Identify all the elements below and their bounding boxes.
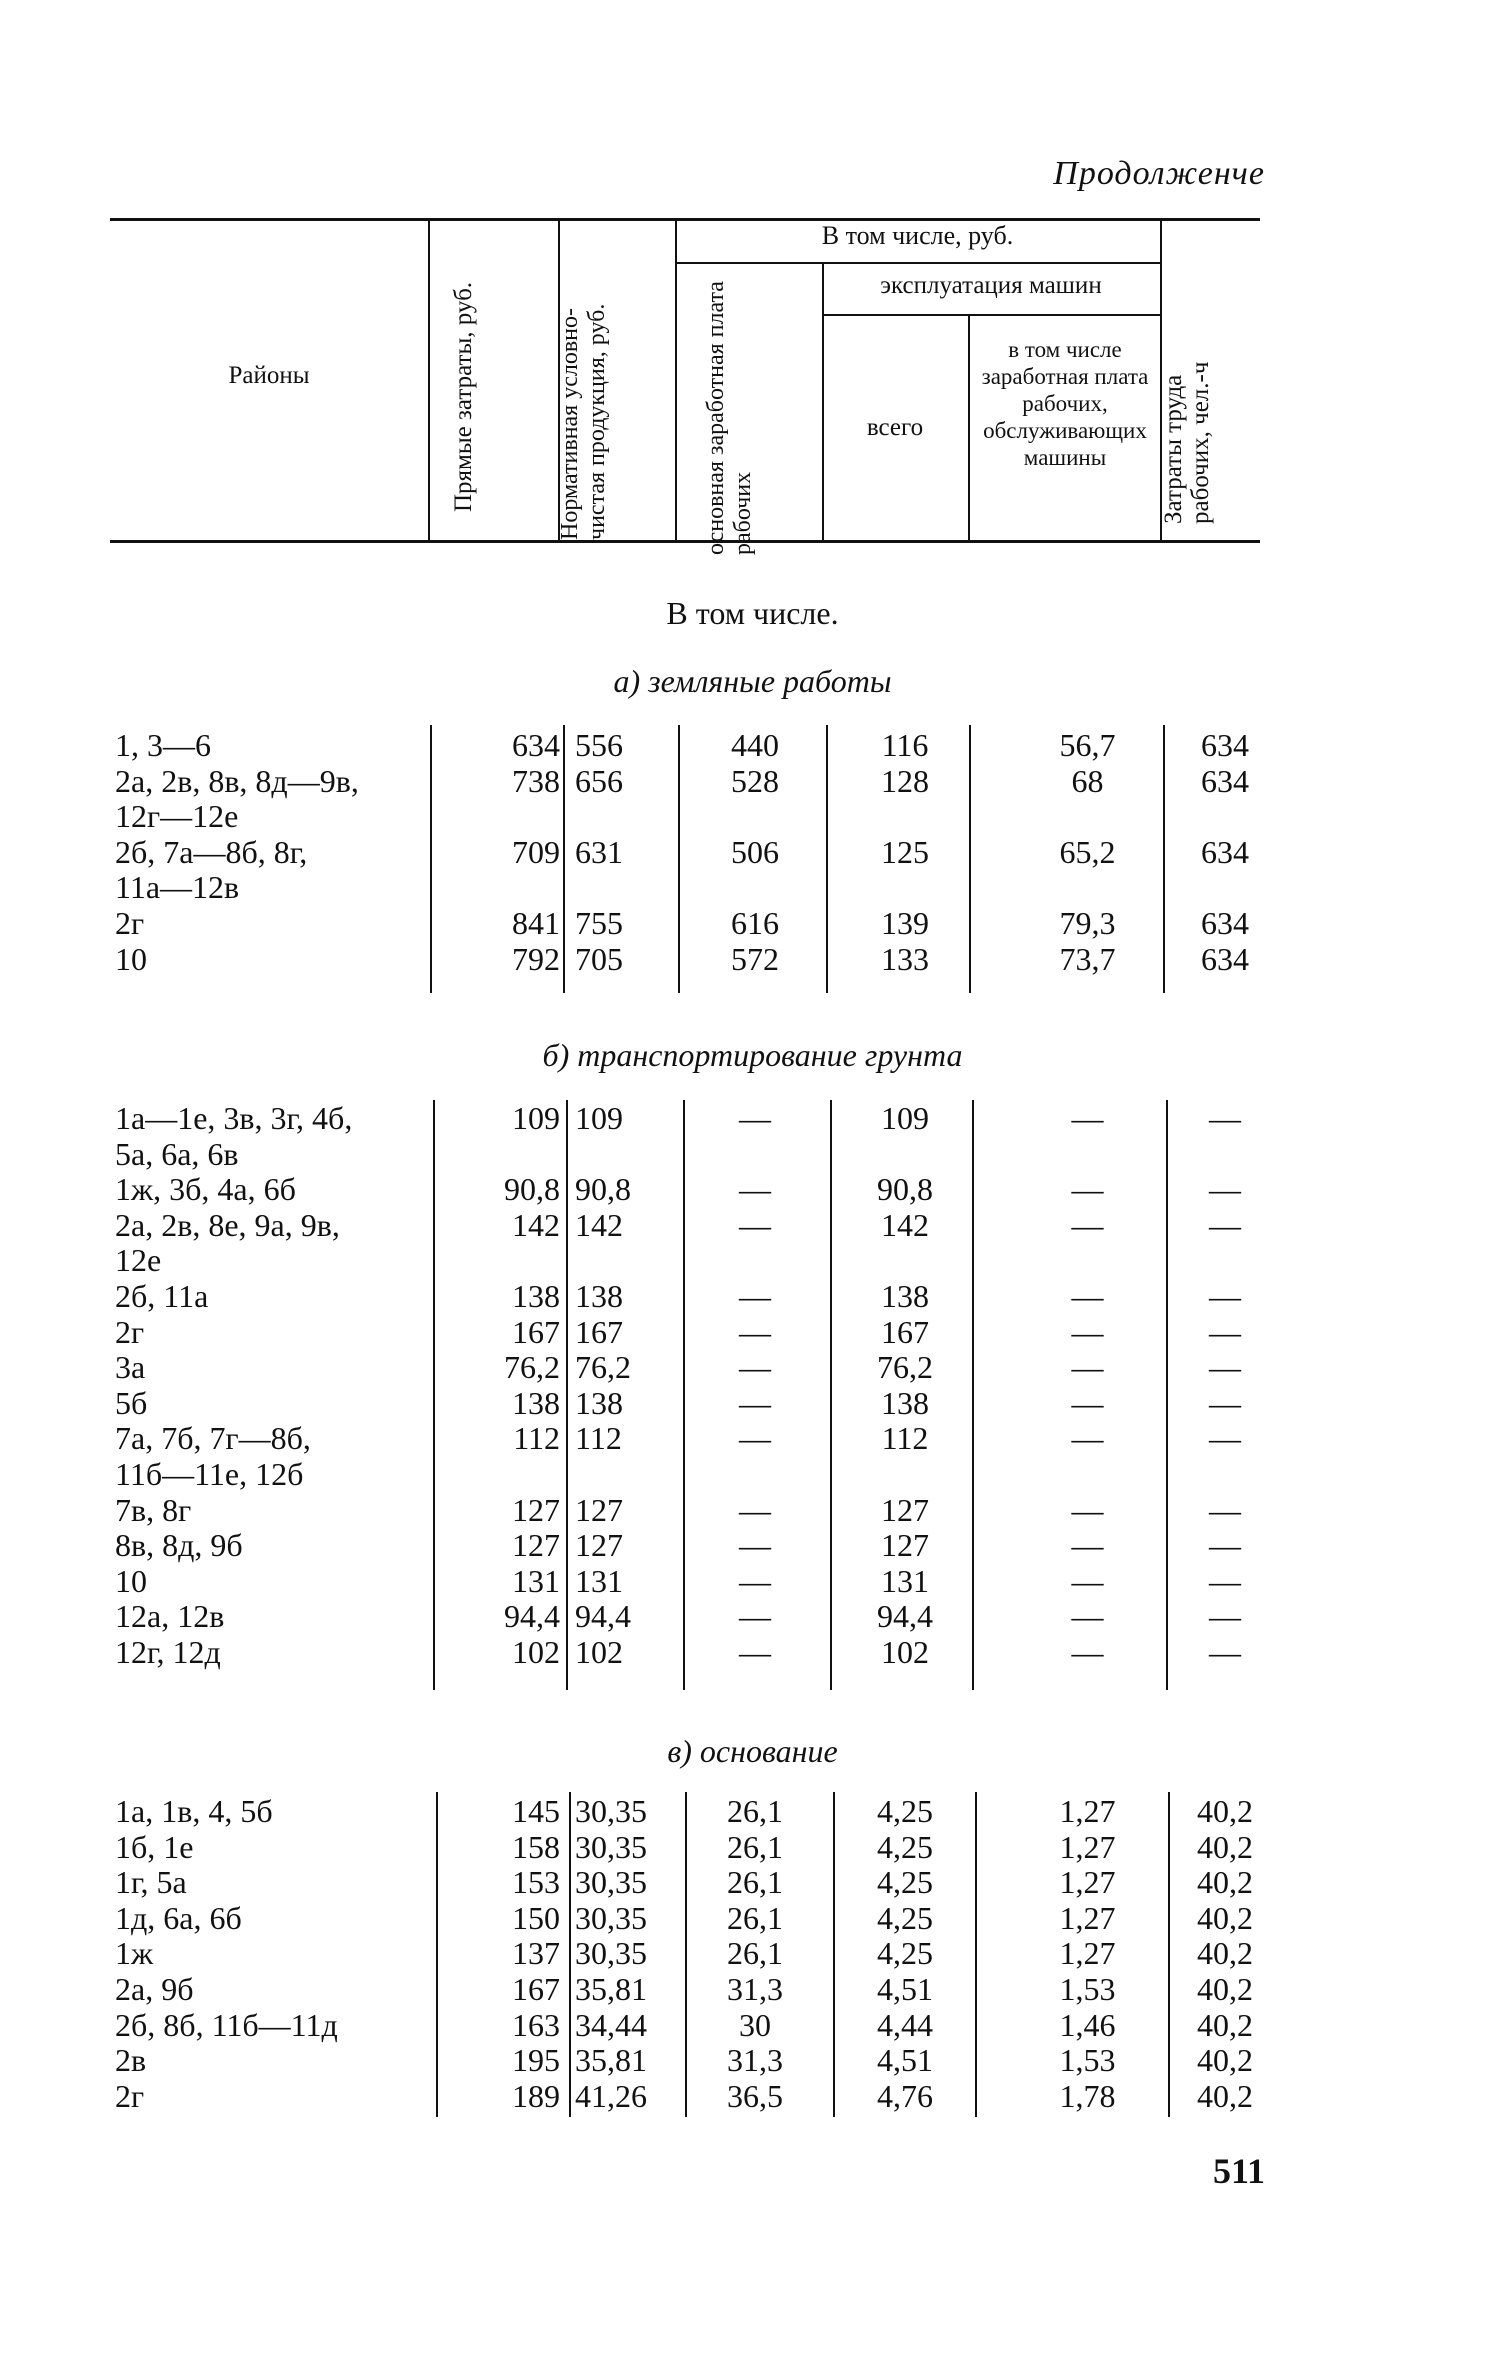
row-region: 10 xyxy=(115,1562,147,1599)
row-machine-total: 76,2 xyxy=(877,1349,933,1386)
row-base-wage: 26,1 xyxy=(727,1935,783,1972)
row-direct-costs: 153 xyxy=(512,1864,560,1901)
row-machine-total: 4,25 xyxy=(877,1828,933,1865)
table-row xyxy=(0,1829,1505,1865)
row-machine-wage: 1,27 xyxy=(1059,1899,1116,1936)
row-region: 10 xyxy=(115,940,147,977)
row-direct-costs: 163 xyxy=(512,2006,560,2043)
table-row xyxy=(0,1278,1505,1314)
row-labor-costs: — xyxy=(1209,1598,1241,1635)
row-region: 1а, 1в, 4, 5б xyxy=(115,1793,273,1829)
row-machine-wage: 1,53 xyxy=(1059,1971,1116,2007)
header-including: В том числе, руб. xyxy=(821,221,1014,250)
row-labor-costs: 40,2 xyxy=(1197,1793,1253,1829)
row-direct-costs: 634 xyxy=(512,727,560,763)
row-machine-wage: — xyxy=(1071,1171,1104,1208)
row-normative-output: 127 xyxy=(575,1527,623,1564)
row-region: 7а, 7б, 7г—8б, xyxy=(115,1420,311,1457)
row-region: 2г xyxy=(115,2077,145,2114)
section-title-earthworks: а) земляные работы xyxy=(613,663,892,699)
row-labor-costs: — xyxy=(1209,1491,1241,1528)
row-machine-total: 127 xyxy=(881,1491,929,1528)
row-machine-wage: 65,2 xyxy=(1059,833,1116,870)
row-machine-wage: — xyxy=(1071,1206,1104,1243)
row-base-wage: 26,1 xyxy=(727,1864,783,1901)
row-machine-total: 133 xyxy=(881,940,929,977)
row-labor-costs: — xyxy=(1209,1278,1241,1314)
row-labor-costs: — xyxy=(1209,1171,1241,1208)
row-machine-total: 4,51 xyxy=(877,1971,933,2007)
row-region: 12г, 12д xyxy=(115,1634,221,1670)
including-label: В том числе. xyxy=(666,595,839,631)
row-normative-output: 705 xyxy=(575,940,623,977)
row-machine-wage: 56,7 xyxy=(1059,727,1116,763)
row-machine-wage: — xyxy=(1071,1598,1104,1635)
row-normative-output: 30,35 xyxy=(575,1935,647,1972)
table-row xyxy=(0,1207,1505,1243)
row-machine-wage: — xyxy=(1071,1100,1104,1136)
row-machine-total: 90,8 xyxy=(877,1171,933,1208)
row-normative-output: 35,81 xyxy=(575,1971,647,2007)
row-direct-costs: 127 xyxy=(512,1527,560,1564)
row-labor-costs: 634 xyxy=(1201,727,1249,763)
row-labor-costs: — xyxy=(1209,1349,1241,1386)
row-machine-wage: 1,78 xyxy=(1059,2077,1116,2114)
table-row xyxy=(0,1456,1505,1492)
row-base-wage: 30 xyxy=(739,2006,771,2043)
row-machine-total: 4,44 xyxy=(877,2006,933,2043)
header-divider xyxy=(675,218,677,540)
row-region: 5а, 6а, 6в xyxy=(115,1135,239,1172)
row-direct-costs: 109 xyxy=(512,1100,560,1136)
row-machine-wage: 1,46 xyxy=(1059,2006,1116,2043)
row-base-wage: 528 xyxy=(731,762,779,799)
row-normative-output: 755 xyxy=(575,905,623,941)
row-region: 2в xyxy=(115,2042,147,2079)
row-region: 3а xyxy=(115,1349,146,1386)
row-normative-output: 76,2 xyxy=(575,1349,631,1386)
row-region: 11а—12в xyxy=(115,869,240,906)
table-row xyxy=(0,1864,1505,1900)
row-base-wage: — xyxy=(739,1562,771,1599)
row-labor-costs: 40,2 xyxy=(1197,1971,1253,2007)
row-region: 5б xyxy=(115,1384,148,1421)
row-base-wage: — xyxy=(739,1313,771,1350)
section-title-foundation: в) основание xyxy=(667,1733,838,1769)
row-machine-total: 131 xyxy=(881,1562,929,1599)
row-base-wage: — xyxy=(739,1349,771,1386)
row-normative-output: 656 xyxy=(575,762,623,799)
row-machine-total: 125 xyxy=(881,833,929,870)
header-bottom-rule xyxy=(110,540,1260,543)
table-row xyxy=(0,1492,1505,1528)
header-group-rule xyxy=(822,314,1160,316)
row-machine-total: 127 xyxy=(881,1527,929,1564)
row-base-wage: 31,3 xyxy=(727,1971,783,2007)
row-normative-output: 94,4 xyxy=(575,1598,631,1635)
table-row xyxy=(0,1634,1505,1670)
table-row xyxy=(0,1420,1505,1456)
table-row xyxy=(0,1563,1505,1599)
table-row xyxy=(0,1793,1505,1829)
row-direct-costs: 131 xyxy=(512,1562,560,1599)
table-row xyxy=(0,1527,1505,1563)
row-base-wage: 572 xyxy=(731,940,779,977)
row-labor-costs: — xyxy=(1209,1634,1241,1670)
table-row xyxy=(0,2078,1505,2114)
page-number: 511 xyxy=(1212,2151,1265,2191)
row-normative-output: 34,44 xyxy=(575,2006,647,2043)
header-divider xyxy=(822,262,824,540)
row-region: 8в, 8д, 9б xyxy=(115,1527,243,1564)
row-region: 12г—12е xyxy=(115,798,239,835)
row-region: 1б, 1е xyxy=(115,1828,194,1865)
row-base-wage: 26,1 xyxy=(727,1793,783,1829)
row-base-wage: 26,1 xyxy=(727,1899,783,1936)
row-normative-output: 102 xyxy=(575,1634,623,1670)
header-labor-costs: Затраты труда рабочих, чел.-ч xyxy=(1160,361,1214,524)
row-machine-total: 4,51 xyxy=(877,2042,933,2079)
row-machine-wage: — xyxy=(1071,1420,1104,1457)
table-row xyxy=(0,1100,1505,1136)
row-labor-costs: — xyxy=(1209,1562,1241,1599)
header-machine-wage: в том числе заработная плата рабочих, обслуживающих машины xyxy=(981,337,1149,470)
row-machine-wage: 1,27 xyxy=(1059,1793,1116,1829)
row-region: 7в, 8г xyxy=(115,1491,192,1528)
row-direct-costs: 112 xyxy=(513,1420,560,1457)
row-normative-output: 556 xyxy=(575,727,623,763)
row-region: 2б, 11а xyxy=(115,1278,209,1314)
row-labor-costs: 40,2 xyxy=(1197,2006,1253,2043)
table-row xyxy=(0,834,1505,870)
row-machine-total: 109 xyxy=(881,1100,929,1136)
row-normative-output: 127 xyxy=(575,1491,623,1528)
header-base-wage: основная заработная плата рабочих xyxy=(703,281,756,555)
row-normative-output: 138 xyxy=(575,1384,623,1421)
row-base-wage: — xyxy=(739,1491,771,1528)
row-region: 2г xyxy=(115,905,145,941)
row-direct-costs: 709 xyxy=(512,833,560,870)
row-normative-output: 138 xyxy=(575,1278,623,1314)
row-normative-output: 30,35 xyxy=(575,1793,647,1829)
row-labor-costs: — xyxy=(1209,1384,1241,1421)
row-base-wage: 36,5 xyxy=(727,2077,783,2114)
row-labor-costs: — xyxy=(1209,1313,1241,1350)
row-labor-costs: 634 xyxy=(1201,833,1249,870)
row-machine-total: 102 xyxy=(881,1634,929,1670)
continuation-label: Продолженче xyxy=(1053,155,1265,192)
row-machine-total: 138 xyxy=(881,1278,929,1314)
header-total: всего xyxy=(866,414,924,441)
row-machine-wage: 68 xyxy=(1071,762,1104,799)
row-machine-total: 142 xyxy=(881,1206,929,1243)
row-normative-output: 90,8 xyxy=(575,1171,631,1208)
row-direct-costs: 841 xyxy=(512,905,560,941)
row-direct-costs: 189 xyxy=(512,2077,560,2114)
row-labor-costs: 634 xyxy=(1201,905,1249,941)
row-base-wage: 440 xyxy=(731,727,779,763)
row-labor-costs: 40,2 xyxy=(1197,1935,1253,1972)
row-labor-costs: — xyxy=(1209,1100,1241,1136)
row-labor-costs: — xyxy=(1209,1420,1241,1457)
row-direct-costs: 145 xyxy=(512,1793,560,1829)
table-row xyxy=(0,1900,1505,1936)
row-machine-total: 4,25 xyxy=(877,1864,933,1901)
row-machine-wage: — xyxy=(1071,1384,1104,1421)
row-normative-output: 30,35 xyxy=(575,1828,647,1865)
row-direct-costs: 792 xyxy=(512,940,560,977)
row-base-wage: 506 xyxy=(731,833,779,870)
table-row xyxy=(0,1935,1505,1971)
row-machine-total: 4,25 xyxy=(877,1935,933,1972)
row-region: 2б, 7а—8б, 8г, xyxy=(115,833,308,870)
row-region: 11б—11е, 12б xyxy=(115,1456,304,1492)
table-row xyxy=(0,727,1505,763)
row-base-wage: — xyxy=(739,1278,771,1314)
row-normative-output: 167 xyxy=(575,1313,623,1350)
table-row xyxy=(0,2007,1505,2043)
header-direct-costs: Прямые затраты, руб. xyxy=(450,281,477,512)
table-row xyxy=(0,1971,1505,2007)
row-labor-costs: 40,2 xyxy=(1197,1828,1253,1865)
table-row xyxy=(0,1242,1505,1278)
row-machine-total: 138 xyxy=(881,1384,929,1421)
row-direct-costs: 167 xyxy=(512,1313,560,1350)
row-normative-output: 30,35 xyxy=(575,1864,647,1901)
row-normative-output: 109 xyxy=(575,1100,623,1136)
row-direct-costs: 76,2 xyxy=(504,1349,560,1386)
row-machine-wage: 1,53 xyxy=(1059,2042,1116,2079)
row-labor-costs: 634 xyxy=(1201,940,1249,977)
row-labor-costs: — xyxy=(1209,1527,1241,1564)
row-machine-total: 4,25 xyxy=(877,1793,933,1829)
row-direct-costs: 138 xyxy=(512,1384,560,1421)
row-region: 2б, 8б, 11б—11д xyxy=(115,2006,338,2043)
table-row xyxy=(0,1171,1505,1207)
row-region: 2а, 9б xyxy=(115,1971,194,2007)
row-machine-wage: — xyxy=(1071,1491,1104,1528)
row-labor-costs: 634 xyxy=(1201,762,1249,799)
row-machine-wage: 1,27 xyxy=(1059,1864,1116,1901)
row-normative-output: 35,81 xyxy=(575,2042,647,2079)
row-base-wage: — xyxy=(739,1100,771,1136)
table-row xyxy=(0,1136,1505,1172)
row-region: 2а, 2в, 8в, 8д—9в, xyxy=(115,762,359,799)
section-title-soil-transport: б) транспортирование грунта xyxy=(542,1037,963,1073)
row-normative-output: 131 xyxy=(575,1562,623,1599)
row-labor-costs: 40,2 xyxy=(1197,2042,1253,2079)
row-machine-total: 4,25 xyxy=(877,1899,933,1936)
row-machine-wage: — xyxy=(1071,1634,1104,1670)
row-machine-wage: — xyxy=(1071,1562,1104,1599)
row-normative-output: 112 xyxy=(575,1420,622,1457)
table-row xyxy=(0,1385,1505,1421)
row-base-wage: 616 xyxy=(731,905,779,941)
row-labor-costs: 40,2 xyxy=(1197,2077,1253,2114)
table-row xyxy=(0,2042,1505,2078)
row-direct-costs: 167 xyxy=(512,1971,560,2007)
row-machine-total: 167 xyxy=(881,1313,929,1350)
row-base-wage: 26,1 xyxy=(727,1828,783,1865)
row-region: 1г, 5а xyxy=(115,1864,187,1901)
row-base-wage: — xyxy=(739,1206,771,1243)
row-direct-costs: 90,8 xyxy=(504,1171,560,1208)
row-region: 1д, 6а, 6б xyxy=(115,1899,242,1936)
row-base-wage: 31,3 xyxy=(727,2042,783,2079)
row-region: 1а—1е, 3в, 3г, 4б, xyxy=(115,1100,353,1136)
row-labor-costs: 40,2 xyxy=(1197,1899,1253,1936)
header-regions: Районы xyxy=(228,362,310,389)
row-machine-total: 94,4 xyxy=(877,1598,933,1635)
row-machine-total: 139 xyxy=(881,905,929,941)
row-machine-total: 128 xyxy=(881,762,929,799)
row-base-wage: — xyxy=(739,1171,771,1208)
row-machine-wage: 73,7 xyxy=(1059,940,1116,977)
row-direct-costs: 150 xyxy=(512,1899,560,1936)
header-divider xyxy=(428,218,430,540)
table-row xyxy=(0,1598,1505,1634)
table-row xyxy=(0,1314,1505,1350)
row-direct-costs: 142 xyxy=(512,1206,560,1243)
table-row xyxy=(0,1349,1505,1385)
row-base-wage: — xyxy=(739,1384,771,1421)
header-machine-operation: эксплуатация машин xyxy=(880,272,1102,299)
row-region: 2а, 2в, 8е, 9а, 9в, xyxy=(115,1206,340,1243)
row-direct-costs: 102 xyxy=(512,1634,560,1670)
row-base-wage: — xyxy=(739,1634,771,1670)
row-region: 12е xyxy=(115,1242,162,1279)
row-machine-wage: 1,27 xyxy=(1059,1828,1116,1865)
table-row xyxy=(0,941,1505,977)
row-region: 12а, 12в xyxy=(115,1598,225,1635)
row-base-wage: — xyxy=(739,1527,771,1564)
row-direct-costs: 138 xyxy=(512,1278,560,1314)
row-region: 1ж xyxy=(115,1935,154,1972)
row-machine-total: 4,76 xyxy=(877,2077,933,2114)
row-region: 1, 3—6 xyxy=(115,727,211,763)
row-machine-wage: — xyxy=(1071,1313,1104,1350)
row-direct-costs: 94,4 xyxy=(504,1598,560,1635)
row-direct-costs: 738 xyxy=(512,762,560,799)
row-machine-wage: — xyxy=(1071,1527,1104,1564)
row-machine-total: 112 xyxy=(881,1420,929,1457)
header-normative-output: Нормативная условно-чистая продукция, руб. xyxy=(557,303,610,540)
header-divider xyxy=(968,316,970,540)
row-machine-wage: 79,3 xyxy=(1059,905,1116,941)
row-labor-costs: — xyxy=(1209,1206,1241,1243)
row-base-wage: — xyxy=(739,1598,771,1635)
row-machine-wage: — xyxy=(1071,1278,1104,1314)
table-row xyxy=(0,905,1505,941)
row-region: 1ж, 3б, 4а, 6б xyxy=(115,1171,296,1208)
row-normative-output: 631 xyxy=(575,833,623,870)
row-direct-costs: 158 xyxy=(512,1828,560,1865)
table-row xyxy=(0,763,1505,799)
row-machine-wage: — xyxy=(1071,1349,1104,1386)
row-base-wage: — xyxy=(739,1420,771,1457)
header-top-rule xyxy=(110,218,1260,221)
row-labor-costs: 40,2 xyxy=(1197,1864,1253,1901)
row-region: 2г xyxy=(115,1313,145,1350)
header-group-rule xyxy=(675,262,1160,264)
row-machine-total: 116 xyxy=(881,727,929,763)
row-normative-output: 41,26 xyxy=(575,2077,647,2114)
row-direct-costs: 195 xyxy=(512,2042,560,2079)
row-normative-output: 142 xyxy=(575,1206,623,1243)
table-row xyxy=(0,798,1505,834)
row-direct-costs: 127 xyxy=(512,1491,560,1528)
row-direct-costs: 137 xyxy=(512,1935,560,1972)
table-row xyxy=(0,869,1505,905)
row-machine-wage: 1,27 xyxy=(1059,1935,1116,1972)
row-normative-output: 30,35 xyxy=(575,1899,647,1936)
